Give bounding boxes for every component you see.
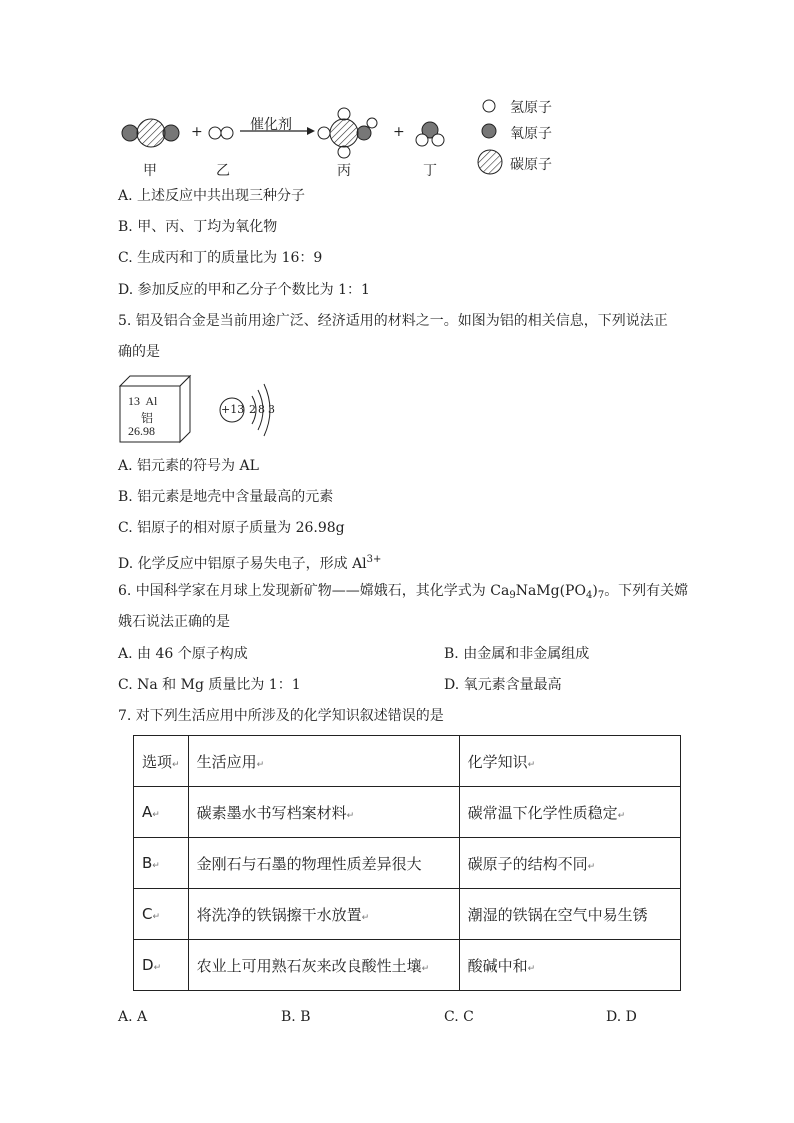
q6-option-a: A. 由 46 个原子构成 — [118, 646, 248, 662]
q6-option-d: D. 氧元素含量最高 — [444, 677, 562, 693]
q7-answer-d: D. D — [606, 1009, 637, 1025]
plus-sign-1: + — [191, 124, 203, 140]
label-bing: 丙 — [337, 163, 351, 179]
q4-option-a: A. 上述反应中共出现三种分子 — [118, 188, 306, 204]
table-row — [134, 838, 681, 889]
q6-stem-part: 。下列有关嫦 — [604, 583, 689, 599]
label-jia: 甲 — [143, 163, 157, 179]
molecule-ding — [416, 122, 444, 146]
cell-text: 农业上可用熟石灰来改良酸性土壤 — [196, 956, 422, 975]
cell-text: 金刚石与石墨的物理性质差异很大 — [196, 854, 422, 873]
molecule-bing — [318, 108, 377, 158]
legend-carbon: 碳原子 — [510, 157, 552, 173]
cell-text: C — [142, 905, 153, 923]
q6-stem-part: NaMg(PO — [515, 583, 586, 599]
q5-option-b: B. 铝元素是地壳中含量最高的元素 — [118, 489, 334, 505]
return-mark: ↵ — [346, 810, 355, 821]
q5-stem-line2: 确的是 — [118, 344, 160, 360]
shell-2: 8 — [258, 403, 265, 416]
return-mark: ↵ — [587, 861, 596, 872]
carbon-atom-icon — [478, 150, 502, 174]
knowledge-cell — [459, 838, 680, 889]
cell-text: 潮湿的铁锅在空气中易生锈 — [467, 905, 648, 924]
q5-option-d-sup: 3+ — [366, 554, 382, 565]
q6-stem-part: ) — [592, 583, 598, 599]
option-cell — [134, 940, 189, 991]
return-mark: ↵ — [421, 963, 430, 974]
atomic-mass: 26.98 — [128, 424, 155, 438]
q4-option-d: D. 参加反应的甲和乙分子个数比为 1：1 — [118, 282, 370, 298]
return-mark: ↵ — [361, 912, 370, 923]
element-number-symbol — [128, 394, 157, 409]
header-cell — [459, 736, 680, 787]
application-cell — [188, 787, 459, 838]
q6-option-c: C. Na 和 Mg 质量比为 1：1 — [118, 677, 301, 693]
molecule-jia — [122, 119, 179, 147]
cell-text: 生活应用 — [196, 752, 257, 771]
knowledge-cell — [459, 889, 680, 940]
header-cell — [134, 736, 189, 787]
q7-answer-c: C. C — [444, 1009, 474, 1025]
element-symbol: Al — [145, 394, 158, 408]
plus-sign-2: + — [393, 124, 405, 140]
hydrogen-atom-icon — [483, 100, 495, 112]
molecule-yi — [209, 127, 233, 139]
nucleus-charge: +13 — [221, 403, 245, 416]
cell-text: 选项 — [142, 752, 173, 771]
q6-stem-line2: 娥石说法正确的是 — [118, 614, 230, 630]
cell-text: D — [142, 956, 154, 974]
option-cell — [134, 838, 189, 889]
label-yi: 乙 — [216, 163, 230, 179]
return-mark: ↵ — [527, 963, 536, 974]
q6-sub: 9 — [509, 590, 516, 601]
return-mark: ↵ — [153, 963, 162, 973]
cell-text: B — [142, 854, 153, 872]
return-mark: ↵ — [527, 759, 536, 770]
table-header-row — [134, 736, 681, 787]
q5-option-a: A. 铝元素的符号为 AL — [118, 458, 259, 474]
q6-sub: 4 — [585, 590, 593, 601]
atomic-number: 13 — [128, 394, 140, 408]
return-mark: ↵ — [152, 861, 160, 871]
application-cell — [188, 889, 459, 940]
q6-sub: 7 — [597, 590, 605, 601]
q6-option-b: B. 由金属和非金属组成 — [444, 646, 590, 662]
return-mark: ↵ — [152, 810, 160, 820]
q7-answer-a: A. A — [118, 1009, 148, 1025]
option-cell — [134, 787, 189, 838]
legend-hydrogen: 氢原子 — [510, 100, 552, 116]
return-mark: ↵ — [172, 759, 180, 770]
q6-stem-part: 6. 中国科学家在月球上发现新矿物——嫦娥石，其化学式为 Ca — [118, 583, 510, 599]
reaction-diagram — [115, 100, 455, 182]
oxygen-atom-icon — [482, 124, 496, 138]
cell-text: 碳素墨水书写档案材料 — [196, 803, 347, 822]
atom-legend — [476, 94, 508, 178]
cell-text: 将洗净的铁锅擦干水放置 — [196, 905, 362, 924]
q6-stem-line1 — [118, 582, 688, 605]
return-mark: ↵ — [617, 810, 626, 821]
cell-text: 碳常温下化学性质稳定 — [467, 803, 618, 822]
cell-text: A — [142, 803, 153, 821]
q5-option-d-text: D. 化学反应中铝原子易失电子，形成 Al — [118, 556, 367, 572]
application-cell — [188, 838, 459, 889]
catalyst-label: 催化剂 — [250, 117, 292, 133]
cell-text: 碳原子的结构不同 — [467, 854, 588, 873]
return-mark: ↵ — [256, 759, 265, 770]
q4-option-b: B. 甲、丙、丁均为氧化物 — [118, 219, 278, 235]
q5-stem-line1: 5. 铝及铝合金是当前用途广泛、经济适用的材料之一。如图为铝的相关信息，下列说法正 — [118, 313, 668, 329]
knowledge-cell — [459, 940, 680, 991]
cell-text: 化学知识 — [467, 752, 528, 771]
option-cell — [134, 889, 189, 940]
knowledge-cell — [459, 787, 680, 838]
element-name: 铝 — [141, 411, 154, 425]
return-mark: ↵ — [152, 912, 161, 922]
q4-option-c: C. 生成丙和丁的质量比为 16：9 — [118, 250, 323, 266]
q5-option-d — [118, 551, 381, 573]
cell-text: 酸碱中和 — [467, 956, 528, 975]
shell-1: 2 — [249, 403, 256, 416]
q7-answer-b: B. B — [281, 1009, 311, 1025]
header-cell — [188, 736, 459, 787]
q5-option-c: C. 铝原子的相对原子质量为 26.98g — [118, 520, 345, 536]
table-row — [134, 940, 681, 991]
q7-stem: 7. 对下列生活应用中所涉及的化学知识叙述错误的是 — [118, 708, 444, 724]
table-row — [134, 787, 681, 838]
shell-3: 3 — [268, 403, 275, 416]
q7-table — [133, 735, 681, 991]
legend-oxygen: 氧原子 — [510, 126, 552, 142]
label-ding: 丁 — [423, 163, 437, 179]
table-row — [134, 889, 681, 940]
application-cell — [188, 940, 459, 991]
